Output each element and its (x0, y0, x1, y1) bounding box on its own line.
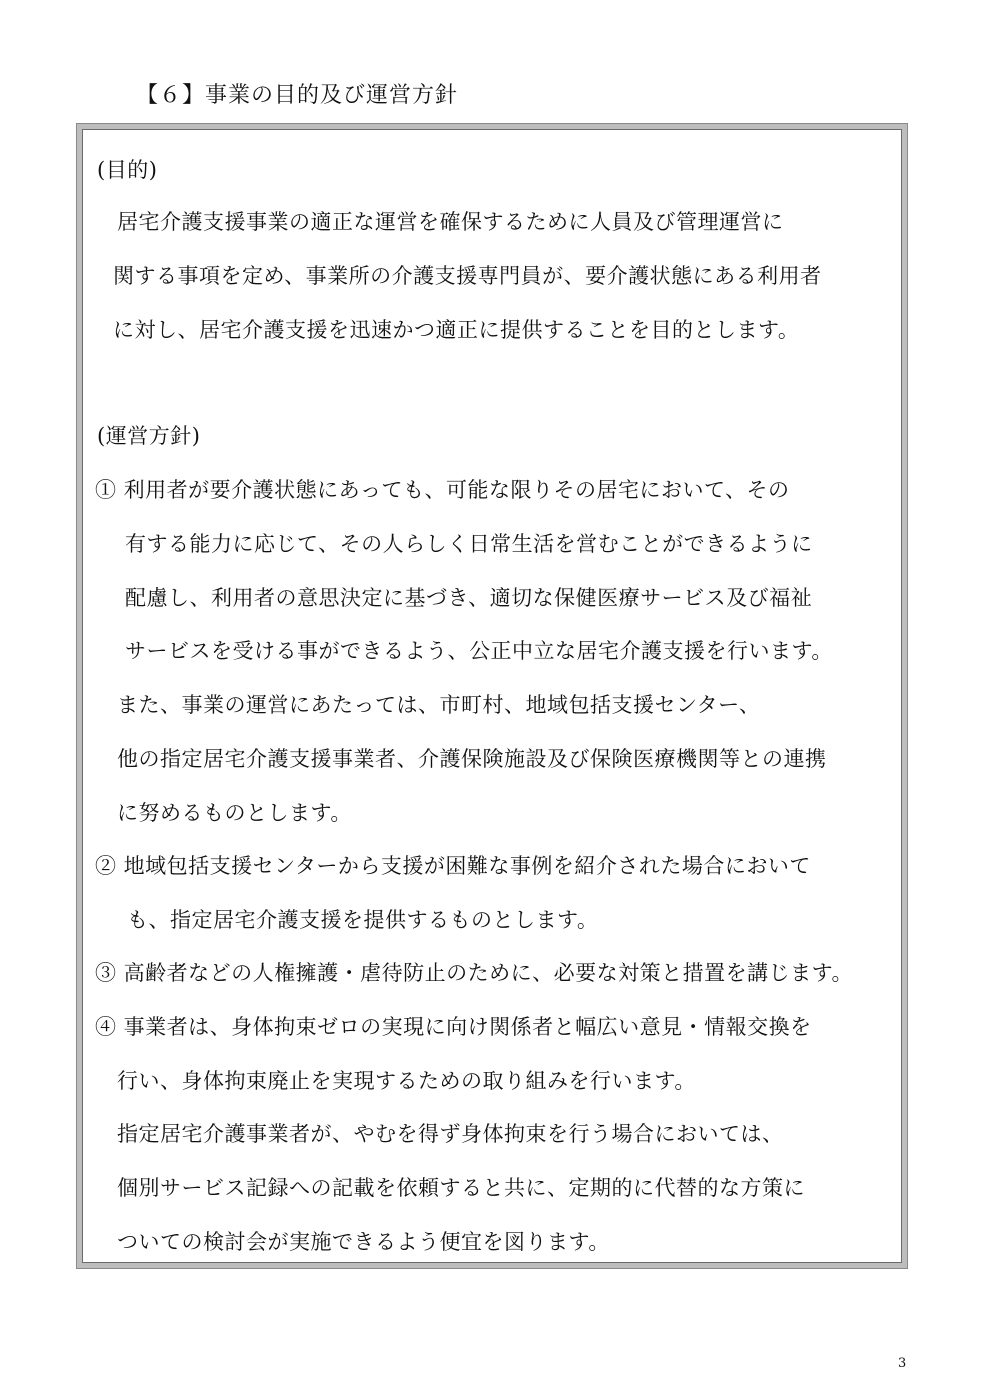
policy-line: に努めるものとします。 (117, 801, 352, 825)
purpose-label: (目的) (97, 158, 158, 182)
policy-line: ついての検討会が実施できるよう便宜を図ります。 (117, 1230, 610, 1254)
policy-item-3: ③ 高齢者などの人権擁護・虐待防止のために、必要な対策と措置を講じます。 (95, 961, 853, 985)
policy-line: 個別サービス記録への記載を依頼すると共に、定期的に代替的な方策に (117, 1176, 805, 1200)
policy-item-1: ① 利用者が要介護状態にあっても、可能な限りその居宅において、その (95, 478, 790, 502)
purpose-line: 居宅介護支援事業の適正な運営を確保するために人員及び管理運営に (117, 210, 784, 234)
page-number: 3 (898, 1356, 907, 1371)
policy-line: 行い、身体拘束廃止を実現するための取り組みを行います。 (117, 1069, 696, 1093)
policy-line: 他の指定居宅介護支援事業者、介護保険施設及び保険医療機関等との連携 (117, 747, 827, 771)
purpose-line: に対し、居宅介護支援を迅速かつ適正に提供することを目的とします。 (113, 318, 800, 342)
section-heading: 【６】事業の目的及び運営方針 (136, 83, 459, 108)
policy-line: また、事業の運営にあたっては、市町村、地域包括支援センター、 (117, 693, 761, 717)
policy-item-4: ④ 事業者は、身体拘束ゼロの実現に向け関係者と幅広い意見・情報交換を (95, 1015, 812, 1039)
policy-line: 指定居宅介護事業者が、やむを得ず身体拘束を行う場合においては、 (117, 1122, 784, 1146)
policy-line: 配慮し、利用者の意思決定に基づき、適切な保健医療サービス及び福祉 (125, 586, 813, 610)
content-frame (76, 123, 908, 1269)
policy-item-2: ② 地域包括支援センターから支援が困難な事例を紹介された場合において (95, 854, 811, 878)
policy-line: も、指定居宅介護支援を提供するものとします。 (127, 908, 599, 932)
policy-line: サービスを受ける事ができるよう、公正中立な居宅介護支援を行います。 (125, 639, 833, 663)
policy-label: (運営方針) (97, 424, 201, 448)
purpose-line: 関する事項を定め、事業所の介護支援専門員が、要介護状態にある利用者 (113, 264, 822, 288)
content-box (82, 129, 902, 1263)
policy-line: 有する能力に応じて、その人らしく日常生活を営むことができるように (125, 532, 813, 556)
